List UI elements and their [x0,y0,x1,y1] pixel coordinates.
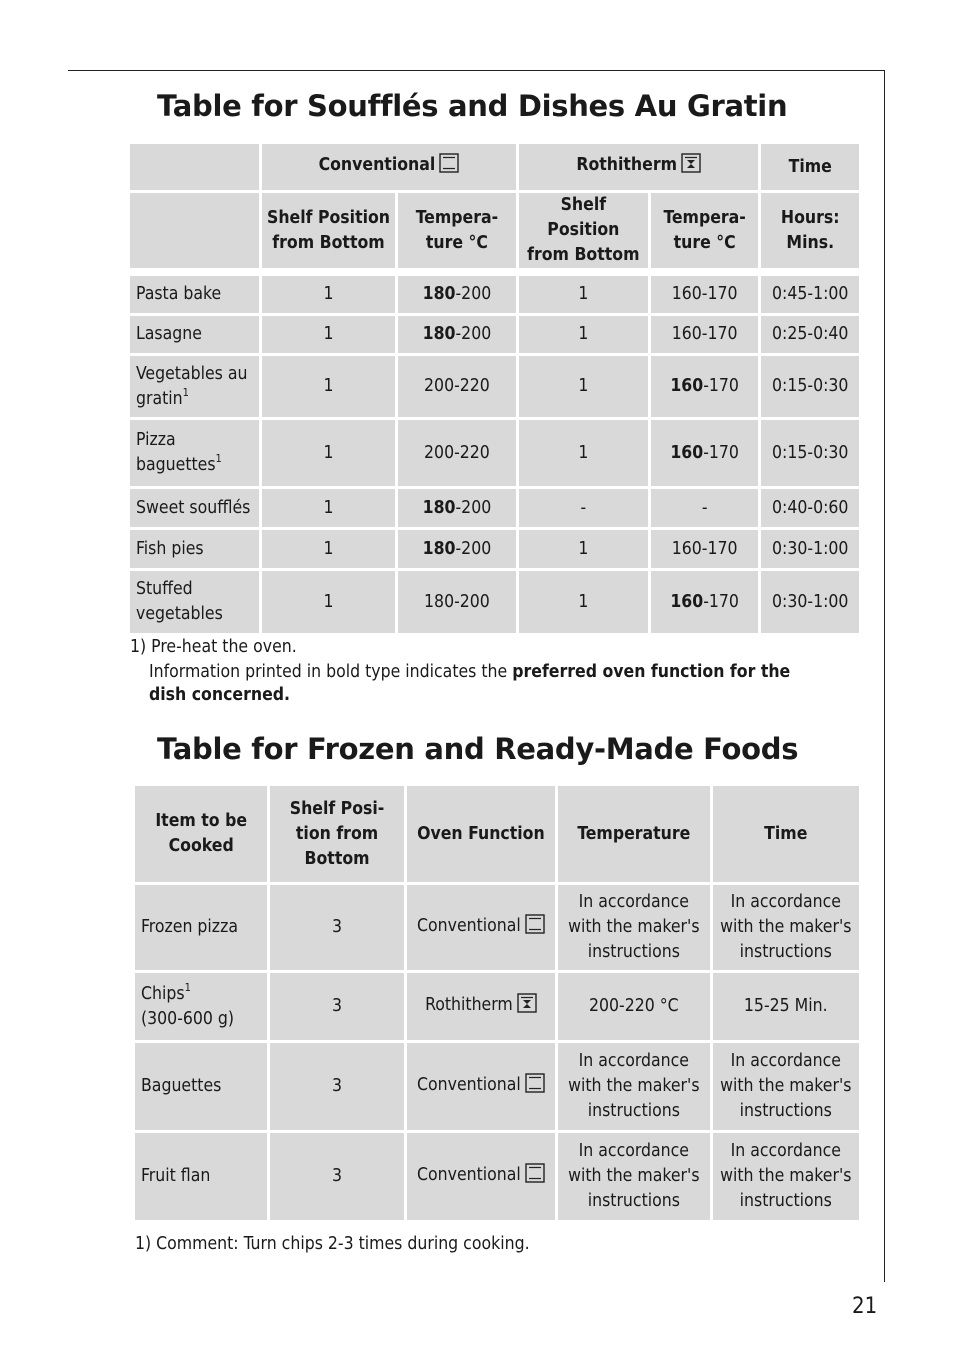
frozen-table-body [135,885,859,1220]
rothitherm-shelf: 1 [519,571,648,633]
header-oven-function: Oven Function [407,786,555,882]
conventional-shelf: 1 [262,420,395,486]
dish-name: Fish pies [130,530,259,568]
table-row [130,571,859,633]
rothitherm-temperature: 160-170 [651,571,759,633]
conventional-shelf: 1 [262,316,395,353]
table-row [135,885,859,970]
dish-name: Vegetables au gratin$^1$ [130,356,259,417]
table-row [130,316,859,353]
cooking-time: 15-25 Min. [713,973,859,1040]
header-gap [130,271,859,273]
footnote-marker: 1 [184,980,191,994]
cooking-time: 0:15-0:30 [761,420,859,486]
conventional-shelf: 1 [262,276,395,313]
header-conv-shelf: Shelf Position from Bottom [262,193,395,268]
cooking-time: 0:30-1:00 [761,530,859,568]
temperature: 200-220 °C [558,973,709,1040]
header-conventional-label: Conventional [318,155,436,175]
conventional-temperature: 180-200 [398,530,516,568]
souffle-table [127,141,862,636]
header-conv-temp: Tempera- ture °C [398,193,516,268]
header-conventional [262,144,516,190]
conventional-temperature: 180-200 [398,316,516,353]
conventional-icon [439,153,459,181]
conventional-temperature: 200-220 [398,420,516,486]
oven-function: Conventional [407,1133,555,1220]
rothitherm-temperature: 160-170 [651,420,759,486]
cooking-time: In accordance with the maker's instructions [713,1043,859,1130]
corner-cell [130,144,259,190]
food-item: Frozen pizza [135,885,267,970]
header-temperature: Temperature [558,786,709,882]
dish-name: Pizza baguettes$^1$ [130,420,259,486]
top-rule [68,70,885,71]
corner-cell-2 [130,193,259,268]
dish-name: Stuffed vegetables [130,571,259,633]
header-item: Item to be Cooked [135,786,267,882]
frozen-footnote: 1) Comment: Turn chips 2-3 times during cooking. [135,1234,530,1254]
table-row [130,489,859,527]
cooking-time: 0:15-0:30 [761,356,859,417]
rothitherm-shelf: 1 [519,356,648,417]
info-bold-text: preferred oven function for the dish concerned. [149,662,791,705]
rothitherm-shelf: 1 [519,316,648,353]
header-roth-temp: Tempera- ture °C [651,193,759,268]
conventional-shelf: 1 [262,489,395,527]
food-item: Chips$^1$ (300-600 g) [135,973,267,1040]
souffle-table-body [130,276,859,633]
footnote-marker: 1 [182,385,189,399]
rothitherm-temperature: 160-170 [651,356,759,417]
shelf-position: 3 [270,1133,403,1220]
header-time: Time [713,786,859,882]
conventional-temperature: 180-200 [398,276,516,313]
table-row [130,420,859,486]
header-rothitherm-label: Rothitherm [576,155,677,175]
conventional-icon [525,1073,545,1101]
header-roth-shelf: Shelf Position from Bottom [519,193,648,268]
temperature: In accordance with the maker's instructions [558,1133,709,1220]
food-item: Baguettes [135,1043,267,1130]
shelf-position: 3 [270,1043,403,1130]
temperature: In accordance with the maker's instructions [558,1043,709,1130]
food-item: Fruit flan [135,1133,267,1220]
conventional-icon [525,914,545,942]
cooking-time: 0:40-0:60 [761,489,859,527]
conventional-temperature: 200-220 [398,356,516,417]
conventional-icon [525,1163,545,1191]
oven-function: Conventional [407,1043,555,1130]
dish-name: Pasta bake [130,276,259,313]
right-rule [884,70,885,1282]
header-rothitherm [519,144,759,190]
dish-name: Sweet soufflés [130,489,259,527]
bold-info-note [149,661,829,707]
rothitherm-shelf: - [519,489,648,527]
conventional-temperature: 180-200 [398,571,516,633]
frozen-table-title: Table for Frozen and Ready-Made Foods [157,732,799,766]
cooking-time: In accordance with the maker's instructions [713,885,859,970]
shelf-position: 3 [270,973,403,1040]
table-row [130,276,859,313]
conventional-shelf: 1 [262,530,395,568]
rothitherm-shelf: 1 [519,276,648,313]
footnote-marker: 1 [215,452,222,465]
frozen-table [132,783,862,1223]
conventional-shelf: 1 [262,571,395,633]
header-hours-mins: Hours: Mins. [761,193,859,268]
rothitherm-temperature: 160-170 [651,530,759,568]
souffle-footnote: 1) Pre-heat the oven. [130,637,297,657]
shelf-position: 3 [270,885,403,970]
rothitherm-temperature: - [651,489,759,527]
cooking-time: In accordance with the maker's instructions [713,1133,859,1220]
rothitherm-temperature: 160-170 [651,316,759,353]
cooking-time: 0:30-1:00 [761,571,859,633]
temperature: In accordance with the maker's instructions [558,885,709,970]
rothitherm-icon [681,153,701,181]
table-row [130,530,859,568]
rothitherm-icon [517,993,537,1021]
cooking-time: 0:25-0:40 [761,316,859,353]
souffle-table-title: Table for Soufflés and Dishes Au Gratin [157,89,788,123]
table-row [130,356,859,417]
rothitherm-shelf: 1 [519,420,648,486]
header-time: Time [761,144,859,190]
info-text: Information printed in bold type indicates the [149,662,508,682]
table-row [135,973,859,1040]
page-number: 21 [852,1294,878,1319]
rothitherm-shelf: 1 [519,530,648,568]
dish-name: Lasagne [130,316,259,353]
cooking-time: 0:45-1:00 [761,276,859,313]
table-row [135,1043,859,1130]
rothitherm-temperature: 160-170 [651,276,759,313]
conventional-temperature: 180-200 [398,489,516,527]
table-row [135,1133,859,1220]
header-shelf: Shelf Posi- tion from Bottom [270,786,403,882]
conventional-shelf: 1 [262,356,395,417]
oven-function: Rothitherm [407,973,555,1040]
oven-function: Conventional [407,885,555,970]
